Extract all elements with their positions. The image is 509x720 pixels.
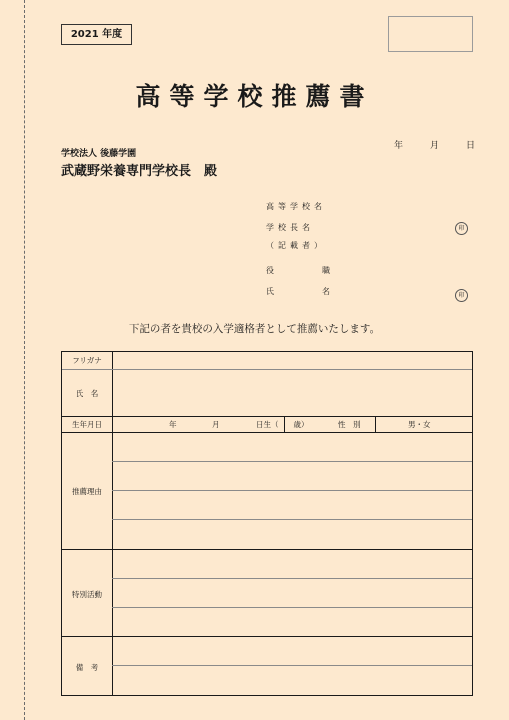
birth-day-age-label: 日生（ 歳） [256, 420, 309, 429]
applicant-name-label: 氏 名 [75, 389, 99, 398]
date-year-label: 年 [394, 141, 404, 151]
label-column-divider [112, 352, 113, 695]
birth-year-label: 年 [169, 420, 177, 429]
remarks-label: 備 考 [75, 663, 99, 672]
name-divider [62, 416, 472, 417]
date-day-label: 日 [466, 141, 476, 151]
gender-options: 男・女 [408, 420, 431, 429]
corporation-name: 学校法人 後藤学園 [61, 149, 137, 159]
fiscal-year-box: 2021 年度 [61, 24, 132, 45]
applicant-form [61, 351, 473, 696]
birthdate-label: 生年月日 [72, 420, 102, 429]
writer-label: （記載者） [266, 241, 326, 250]
reason-ruled-line [112, 461, 472, 462]
activities-divider [62, 636, 472, 637]
principal-seal-icon: 印 [455, 222, 468, 235]
remarks-ruled-line [112, 665, 472, 666]
reason-ruled-line [112, 519, 472, 520]
school-name-label: 高等学校名 [266, 202, 326, 211]
date-month-label: 月 [430, 141, 440, 151]
furigana-divider [62, 369, 472, 370]
recommendation-statement: 下記の者を貴校の入学適格者として推薦いたします。 [128, 323, 381, 335]
activities-ruled-line [112, 578, 472, 579]
reason-ruled-line [112, 490, 472, 491]
birthdate-divider [62, 432, 472, 433]
date-row [392, 138, 476, 150]
gender-label: 性 別 [338, 420, 361, 429]
principal-name-label: 学校長名 [266, 223, 314, 232]
furigana-label: フリガナ [72, 356, 102, 365]
receipt-stamp-box [388, 16, 473, 52]
document-title: 高等学校推薦書 [135, 82, 374, 111]
gender-value-divider [375, 416, 376, 432]
position-label: 役 職 [266, 266, 350, 275]
reason-label: 推薦理由 [72, 487, 102, 496]
reason-divider [62, 549, 472, 550]
birth-month-label: 月 [212, 420, 220, 429]
recommender-seal-icon: 印 [455, 289, 468, 302]
recommender-name-label: 氏 名 [266, 287, 350, 296]
activities-ruled-line [112, 607, 472, 608]
addressee: 武蔵野栄養専門学校長 殿 [61, 164, 218, 179]
activities-label: 特別活動 [72, 590, 102, 599]
